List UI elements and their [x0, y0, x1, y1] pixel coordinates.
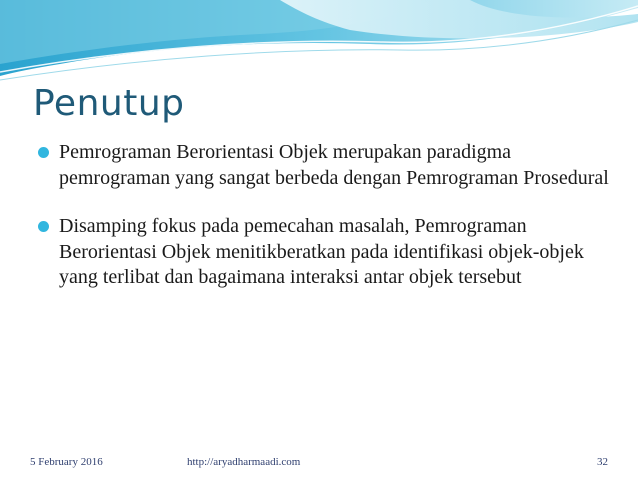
- bullet-dot-icon: [38, 147, 49, 158]
- footer-url: http://aryadharmaadi.com: [187, 456, 301, 468]
- bullet-list: [38, 140, 618, 291]
- footer-page-number: 32: [597, 456, 608, 468]
- header-wave-decoration: [0, 0, 638, 90]
- bullet-item: [38, 140, 618, 191]
- bullet-dot-icon: [38, 221, 49, 232]
- footer-date: 5 February 2016: [30, 456, 103, 468]
- bullet-item: [38, 214, 618, 291]
- bullet-text: Pemrograman Berorientasi Objek merupakan paradigma pemrograman yang sangat berbeda dengan Pemrograman Prosedural: [59, 141, 609, 189]
- slide-title: Penutup: [33, 83, 185, 124]
- bullet-text: Disamping fokus pada pemecahan masalah, Pemrograman Berorientasi Objek menitikberatkan pada identifikasi objek-objek yang terlibat dan bagaimana interaksi antar objek tersebut: [59, 215, 584, 288]
